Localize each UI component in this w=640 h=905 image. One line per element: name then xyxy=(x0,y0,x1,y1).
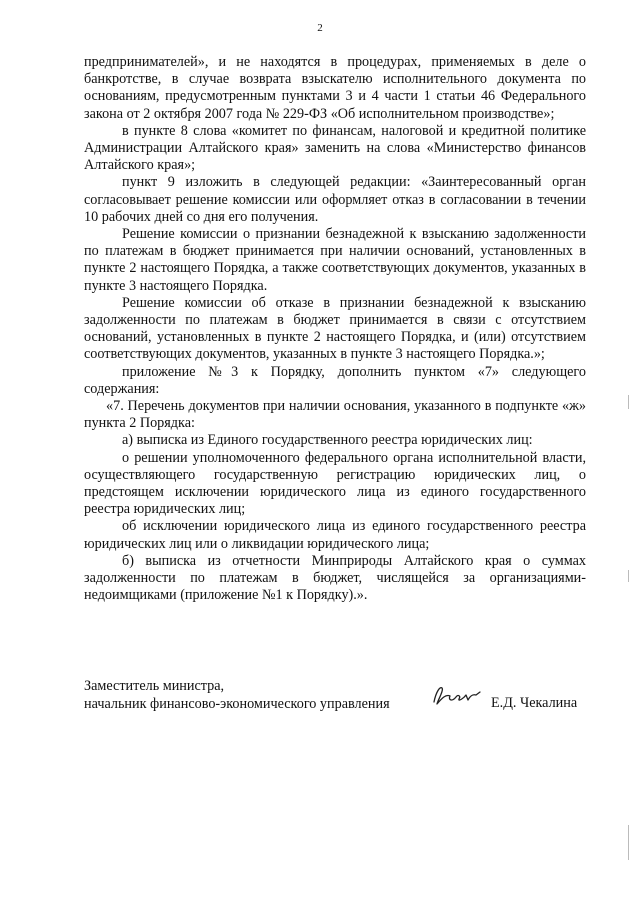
scan-margin-mark xyxy=(628,825,629,860)
paragraph-subitem-a: а) выписка из Единого государственного реестра юридических лиц: xyxy=(122,432,533,449)
paragraph-decision-recognition: Решение комиссии о признании безнадежной к взысканию задолженности по платежам в бюджет принимается при наличии оснований, установленных в пункте 2 настоящего Порядка, а также соответствующих документов, указанных в пункте 3 настоящего Порядка. xyxy=(84,226,586,294)
paragraph-subitem-b: б) выписка из отчетности Минприроды Алтайского края о суммах задолженности по платежам в бюджет, числящейся за организациями-недоимщиками (приложение №1 к Порядку).». xyxy=(84,552,586,604)
signatory-position-line-1: Заместитель министра, xyxy=(84,678,225,694)
signatory-position-line-2: начальник финансово-экономического управления xyxy=(84,695,390,712)
paragraph-appendix-3: приложение №3 к Порядку, дополнить пунктом «7» следующего содержания: xyxy=(84,363,586,397)
scan-margin-mark xyxy=(628,395,629,409)
paragraph-registry-exclusion: об исключении юридического лица из единого государственного реестра юридических лиц или о ликвидации юридического лица; xyxy=(84,518,586,552)
paragraph-item-7: «7. Перечень документов при наличии основания, указанного в подпункте «ж» пункта 2 Порядка: xyxy=(84,398,586,432)
page-number: 2 xyxy=(317,22,323,34)
scan-margin-mark xyxy=(628,570,629,582)
handwritten-signature xyxy=(428,680,484,710)
paragraph-continuation: предпринимателей», и не находятся в процедурах, применяемых в деле о банкротстве, в случае возврата взыскателю исполнительного документа по основаниям, предусмотренным пунктами 3 и 4 части 1 статьи 46 Федерального закона от 2 октября 2007 года № 229-ФЗ «Об исполнительном производстве»; xyxy=(84,54,586,122)
paragraph-point-8: в пункте 8 слова «комитет по финансам, налоговой и кредитной политике Администрации Алтайского края» заменить на слова «Министерство финансов Алтайского края»; xyxy=(84,122,586,174)
paragraph-point-9: пункт 9 изложить в следующей редакции: «Заинтересованный орган согласовывает решение комиссии или оформляет отказ в согласовании в течении 10 рабочих дней со дня его получения. xyxy=(84,174,586,225)
paragraph-decision-refusal: Решение комиссии об отказе в признании безнадежной к взысканию задолженности по платежам в бюджет принимается в связи с отсутствием оснований, установленных в пункте 2 настоящего Порядка, и (или) отсутствием соответствующих документов, указанных в пункте 3 настоящего Порядка.»; xyxy=(84,294,586,363)
document-body xyxy=(84,54,586,605)
paragraph-registry-decision: о решении уполномоченного федерального органа исполнительной власти, осуществляющего государственную регистрацию юридических лиц, о предстоящем исключении юридического лица из единого государственного реестра юридических лиц; xyxy=(84,449,586,518)
signatory-position xyxy=(84,678,390,713)
signatory-name: Е.Д. Чекалина xyxy=(491,695,578,711)
